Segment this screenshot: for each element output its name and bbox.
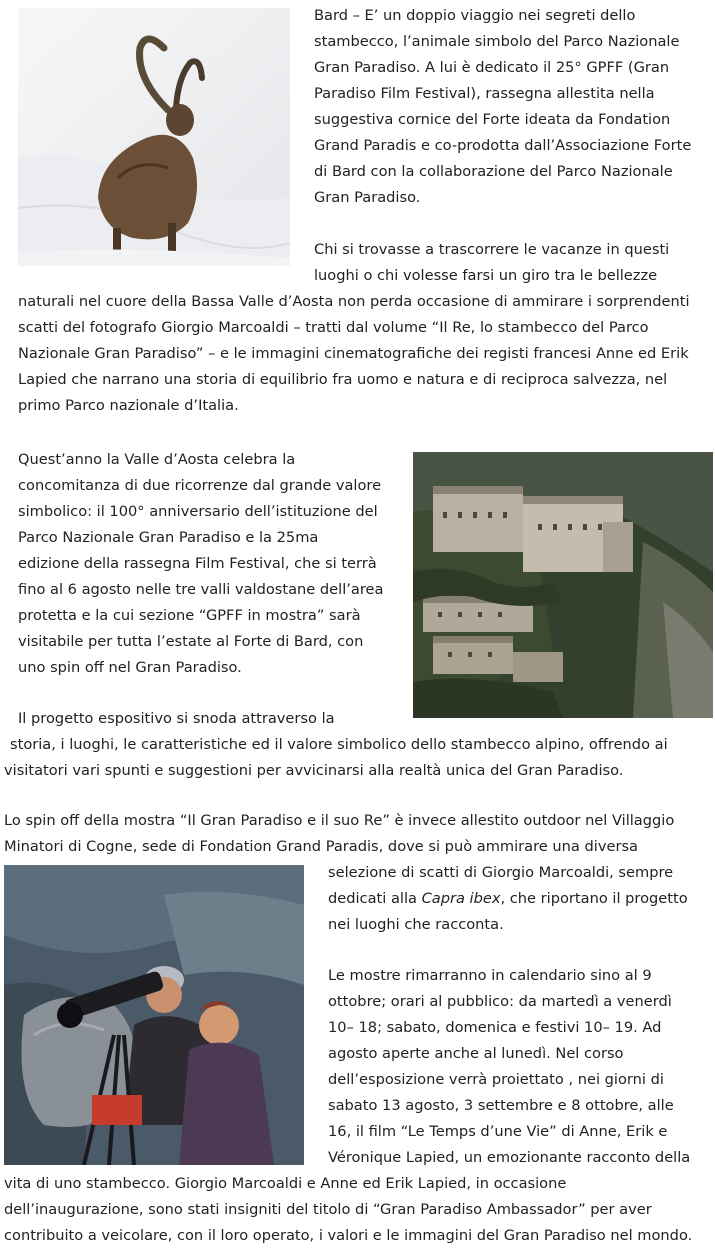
text-line: luoghi o chi volesse farsi un giro tra le bellezze bbox=[314, 267, 658, 284]
text-line: visitabile per tutta l’estate al Forte di Bard, con bbox=[18, 633, 364, 650]
text-line: Nazionale Gran Paradiso” – e le immagini cinematografiche dei registi francesi Anne ed Erik bbox=[18, 345, 689, 362]
text-line: scatti del fotografo Giorgio Marcoaldi – tratti dal volume “Il Re, lo stambecco del Parco bbox=[18, 319, 649, 336]
text-line: edizione della rassegna Film Festival, che si terrà bbox=[18, 555, 377, 572]
paragraph-intro bbox=[314, 3, 691, 211]
text-line: Bard – E’ un doppio viaggio nei segreti dello bbox=[314, 7, 636, 24]
text-line: Véronique Lapied, un emozionante racconto della bbox=[328, 1149, 691, 1166]
text-line: 10– 18; sabato, domenica e festivi 10– 19. Ad bbox=[328, 1019, 662, 1036]
text-line: selezione di scatti di Giorgio Marcoaldi, sempre bbox=[328, 864, 674, 881]
paragraph-progetto-first bbox=[18, 706, 335, 732]
text-line: uno spin off nel Gran Paradiso. bbox=[18, 659, 242, 676]
paragraph-anniversario bbox=[18, 447, 383, 681]
text-line: visitatori vari spunti e suggestioni per avvicinarsi alla realtà unica del Gran Paradiso. bbox=[4, 762, 624, 779]
ibex-in-snow-photo bbox=[18, 8, 290, 266]
text-line: Parco Nazionale Gran Paradiso e la 25ma bbox=[18, 529, 319, 546]
text-line: Paradiso Film Festival), rassegna allestita nella bbox=[314, 85, 655, 102]
text-line: nei luoghi che racconta. bbox=[328, 916, 504, 933]
species-name: Capra ibex bbox=[421, 890, 501, 907]
text-line: protetta e la cui sezione “GPFF in mostra” sarà bbox=[18, 607, 361, 624]
text-line: dell’inaugurazione, sono stati insigniti del titolo di “Gran Paradiso Ambassador” per aver bbox=[4, 1201, 652, 1218]
text-line: Il progetto espositivo si snoda attraverso la bbox=[18, 710, 335, 727]
text-fragment: dedicati alla bbox=[328, 890, 422, 907]
text-line: di Bard con la collaborazione del Parco Nazionale bbox=[314, 163, 673, 180]
text-line: fino al 6 agosto nelle tre valli valdostane dell’area bbox=[18, 581, 384, 598]
text-line: Gran Paradiso. A lui è dedicato il 25° GPFF (Gran bbox=[314, 59, 670, 76]
text-line: sabato 13 agosto, 3 settembre e 8 ottobre, alle bbox=[328, 1097, 674, 1114]
text-line: simbolico: il 100° anniversario dell’istituzione del bbox=[18, 503, 378, 520]
paragraph-vacanze-narrow bbox=[314, 237, 669, 289]
text-line: storia, i luoghi, le caratteristiche ed il valore simbolico dello stambecco alpino, offrendo ai bbox=[10, 736, 668, 753]
text-line: Chi si trovasse a trascorrere le vacanze in questi bbox=[314, 241, 670, 258]
text-fragment: , che riportano il progetto bbox=[500, 890, 688, 907]
paragraph-vacanze-wide bbox=[18, 289, 690, 419]
text-line: vita di uno stambecco. Giorgio Marcoaldi e Anne ed Erik Lapied, in occasione bbox=[4, 1175, 567, 1192]
text-line: contribuito a veicolare, con il loro operato, i valori e le immagini del Gran Paradiso nel mondo. bbox=[4, 1227, 693, 1244]
text-line: stambecco, l’animale simbolo del Parco Nazionale bbox=[314, 33, 680, 50]
text-line: naturali nel cuore della Bassa Valle d’Aosta non perda occasione di ammirare i sorprendenti bbox=[18, 293, 690, 310]
text-line: Lo spin off della mostra “Il Gran Paradiso e il suo Re” è invece allestito outdoor nel Villaggio bbox=[4, 812, 675, 829]
text-line bbox=[328, 886, 688, 912]
text-line: Le mostre rimarranno in calendario sino al 9 bbox=[328, 967, 652, 984]
photographers-with-telescope-photo bbox=[4, 865, 304, 1165]
text-line: agosto aperte anche al lunedì. Nel corso bbox=[328, 1045, 624, 1062]
text-line: Grand Paradis e co-prodotta dall’Associazione Forte bbox=[314, 137, 692, 154]
text-line: primo Parco nazionale d’Italia. bbox=[18, 397, 239, 414]
text-line: concomitanza di due ricorrenze dal grande valore bbox=[18, 477, 382, 494]
text-line: ottobre; orari al pubblico: da martedì a venerdì bbox=[328, 993, 672, 1010]
paragraph-progetto-rest bbox=[10, 732, 668, 758]
text-line: Quest’anno la Valle d’Aosta celebra la bbox=[18, 451, 296, 468]
text-line: dell’esposizione verrà proiettato , nei giorni di bbox=[328, 1071, 664, 1088]
text-line: Lapied che narrano una storia di equilibrio fra uomo e natura e di reciproca salvezza, nel bbox=[18, 371, 668, 388]
paragraph-progetto-last bbox=[4, 758, 623, 784]
paragraph-mostre-wide bbox=[4, 1171, 692, 1249]
paragraph-mostre-narrow bbox=[328, 963, 690, 1171]
text-line: 16, il film “Le Temps d’une Vie” di Anne, Erik e bbox=[328, 1123, 668, 1140]
text-line: Minatori di Cogne, sede di Fondation Grand Paradis, dove si può ammirare una diversa bbox=[4, 838, 638, 855]
forte-di-bard-photo bbox=[413, 452, 713, 718]
text-line: Gran Paradiso. bbox=[314, 189, 421, 206]
paragraph-spin-off-narrow bbox=[328, 860, 688, 938]
text-line: suggestiva cornice del Forte ideata da Fondation bbox=[314, 111, 671, 128]
paragraph-spin-off-wide bbox=[4, 808, 674, 860]
